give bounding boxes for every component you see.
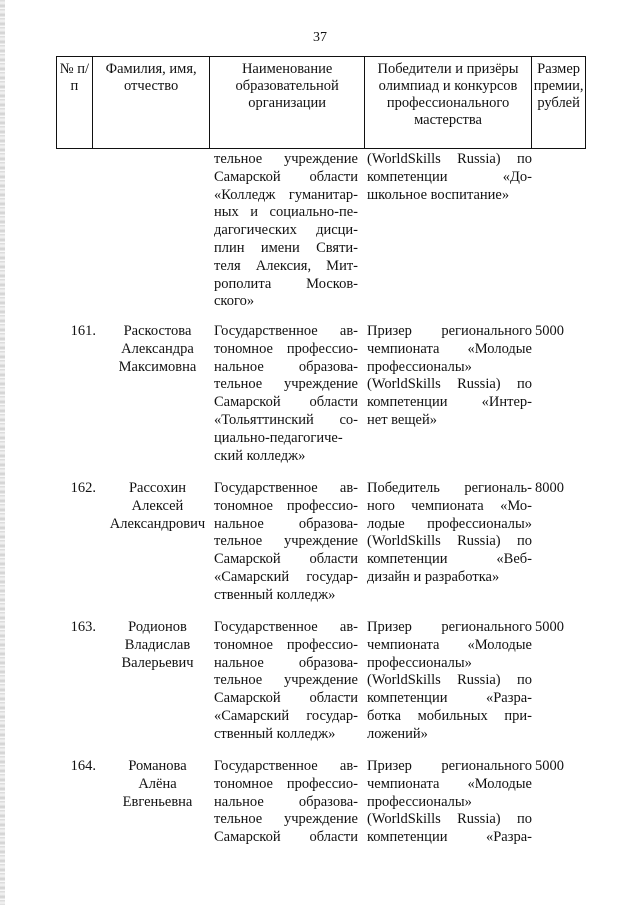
prize-amount: 5000	[535, 619, 564, 635]
achievement-cell	[367, 480, 532, 587]
table-row	[56, 619, 586, 747]
name-line: Владислав	[124, 636, 191, 653]
award-line: лодые профессионалы»	[367, 515, 532, 532]
award-line: компетенции «До-	[367, 168, 532, 185]
award-line: компетенции «Разра-	[367, 829, 532, 846]
org-line: Государственное ав-	[214, 323, 358, 339]
full-name-cell	[100, 758, 215, 811]
achievement-cell	[367, 151, 532, 204]
org-line: ственный колледж»	[214, 725, 336, 742]
organization-cell	[214, 151, 358, 311]
award-line: (WorldSkills Russia) по	[367, 376, 532, 393]
award-line: компетенции «Интер-	[367, 394, 532, 411]
name-line: Александра	[121, 340, 194, 357]
organization-cell	[214, 323, 358, 465]
org-line: ского»	[214, 293, 255, 310]
org-line: Самарской области	[214, 829, 358, 846]
award-line: ботка мобильных при-	[367, 707, 532, 724]
org-line: «Тольяттинский со-	[214, 411, 358, 428]
header-achievements: Победители и призёры олимпиад и конкурсов профессионального мастерства	[365, 57, 532, 148]
org-line: рополита Москов-	[214, 275, 358, 292]
table-row	[56, 323, 586, 468]
award-line: чемпионата «Молодые	[367, 340, 532, 357]
award-line: компетенции «Разра-	[367, 690, 532, 707]
org-line: Самарской области	[214, 168, 358, 185]
award-line: профессионалы»	[367, 358, 472, 375]
scan-edge	[0, 0, 5, 905]
org-line: ский колледж»	[214, 447, 306, 464]
name-line: Раскостова	[123, 323, 192, 339]
award-line: дизайн и разработка»	[367, 568, 500, 585]
award-line: Призер регионального	[367, 323, 532, 339]
org-line: Самарской области	[214, 551, 358, 568]
award-line: (WorldSkills Russia) по	[367, 672, 532, 689]
org-line: ственный колледж»	[214, 586, 336, 603]
header-number: № п/п	[57, 57, 93, 148]
org-line: Государственное ав-	[214, 758, 358, 774]
table-row	[56, 480, 586, 608]
award-line: профессионалы»	[367, 793, 472, 810]
award-line: (WorldSkills Russia) по	[367, 533, 532, 550]
header-organization: Наименование образовательной организации	[210, 57, 364, 148]
org-line: тельное учреждение	[214, 533, 358, 550]
award-line: Призер регионального	[367, 619, 532, 635]
org-line: циально-педагогиче-	[214, 429, 343, 446]
prize-amount: 5000	[535, 323, 564, 339]
name-line: Валерьевич	[121, 654, 194, 671]
org-line: тономное профессио-	[214, 775, 358, 792]
org-line: нальное образова-	[214, 515, 358, 532]
award-line: школьное воспитание»	[367, 186, 510, 203]
award-line: чемпионата «Молодые	[367, 636, 532, 653]
org-line: тономное профессио-	[214, 340, 358, 357]
org-line: тельное учреждение	[214, 376, 358, 393]
org-line: Государственное ав-	[214, 480, 358, 496]
org-line: тельное учреждение	[214, 672, 358, 689]
award-line: Призер регионального	[367, 758, 532, 774]
table-header	[56, 56, 586, 149]
org-line: нальное образова-	[214, 358, 358, 375]
row-number: 161.	[70, 323, 96, 339]
org-line: тономное профессио-	[214, 497, 358, 514]
achievement-cell	[367, 758, 532, 847]
award-line: ложений»	[367, 725, 428, 742]
name-line: Максимовна	[118, 358, 197, 375]
org-line: нальное образова-	[214, 793, 358, 810]
org-line: «Самарский государ-	[214, 568, 358, 585]
row-number: 164.	[70, 758, 96, 774]
org-line: плин имени Святи-	[214, 239, 358, 256]
org-line: дагогических дисци-	[214, 222, 358, 239]
row-number: 162.	[70, 480, 96, 496]
name-line: Евгеньевна	[122, 793, 193, 810]
org-line: Самарской области	[214, 394, 358, 411]
award-line: нет вещей»	[367, 411, 437, 428]
header-prize-amount: Размер премии, рублей	[533, 61, 584, 111]
org-line: ных и социально-пе-	[214, 204, 358, 221]
prize-amount: 5000	[535, 758, 564, 774]
award-line: профессионалы»	[367, 654, 472, 671]
full-name-cell	[100, 480, 215, 533]
org-line: Государственное ав-	[214, 619, 358, 635]
page-number: 37	[313, 30, 327, 45]
name-line: Алексей	[131, 497, 184, 514]
org-line: «Самарский государ-	[214, 707, 358, 724]
full-name-cell	[100, 619, 215, 672]
org-line: тельное учреждение	[214, 151, 358, 167]
achievement-cell	[367, 619, 532, 744]
table-row	[56, 758, 586, 853]
org-line: Самарской области	[214, 690, 358, 707]
achievement-cell	[367, 323, 532, 430]
organization-cell	[214, 619, 358, 744]
name-line: Романова	[128, 758, 187, 774]
award-line: (WorldSkills Russia) по	[367, 151, 532, 167]
name-line: Алёна	[138, 775, 177, 792]
name-line: Родионов	[128, 619, 187, 635]
organization-cell	[214, 758, 358, 847]
organization-cell	[214, 480, 358, 605]
award-line: ного чемпионата «Мо-	[367, 497, 532, 514]
name-line: Рассохин	[128, 480, 187, 496]
org-line: тономное профессио-	[214, 636, 358, 653]
org-line: нальное образова-	[214, 654, 358, 671]
org-line: «Колледж гуманитар-	[214, 186, 358, 203]
prize-amount: 8000	[535, 480, 564, 496]
org-line: теля Алексия, Мит-	[214, 257, 358, 274]
award-line: (WorldSkills Russia) по	[367, 811, 532, 828]
table-row-continuation	[56, 151, 586, 311]
award-line: компетенции «Веб-	[367, 551, 532, 568]
award-line: Победитель региональ-	[367, 480, 532, 496]
row-number: 163.	[70, 619, 96, 635]
header-full-name: Фамилия, имя, отчество	[93, 57, 211, 148]
award-line: чемпионата «Молодые	[367, 775, 532, 792]
name-line: Александрович	[109, 515, 206, 532]
org-line: тельное учреждение	[214, 811, 358, 828]
full-name-cell	[100, 323, 215, 376]
